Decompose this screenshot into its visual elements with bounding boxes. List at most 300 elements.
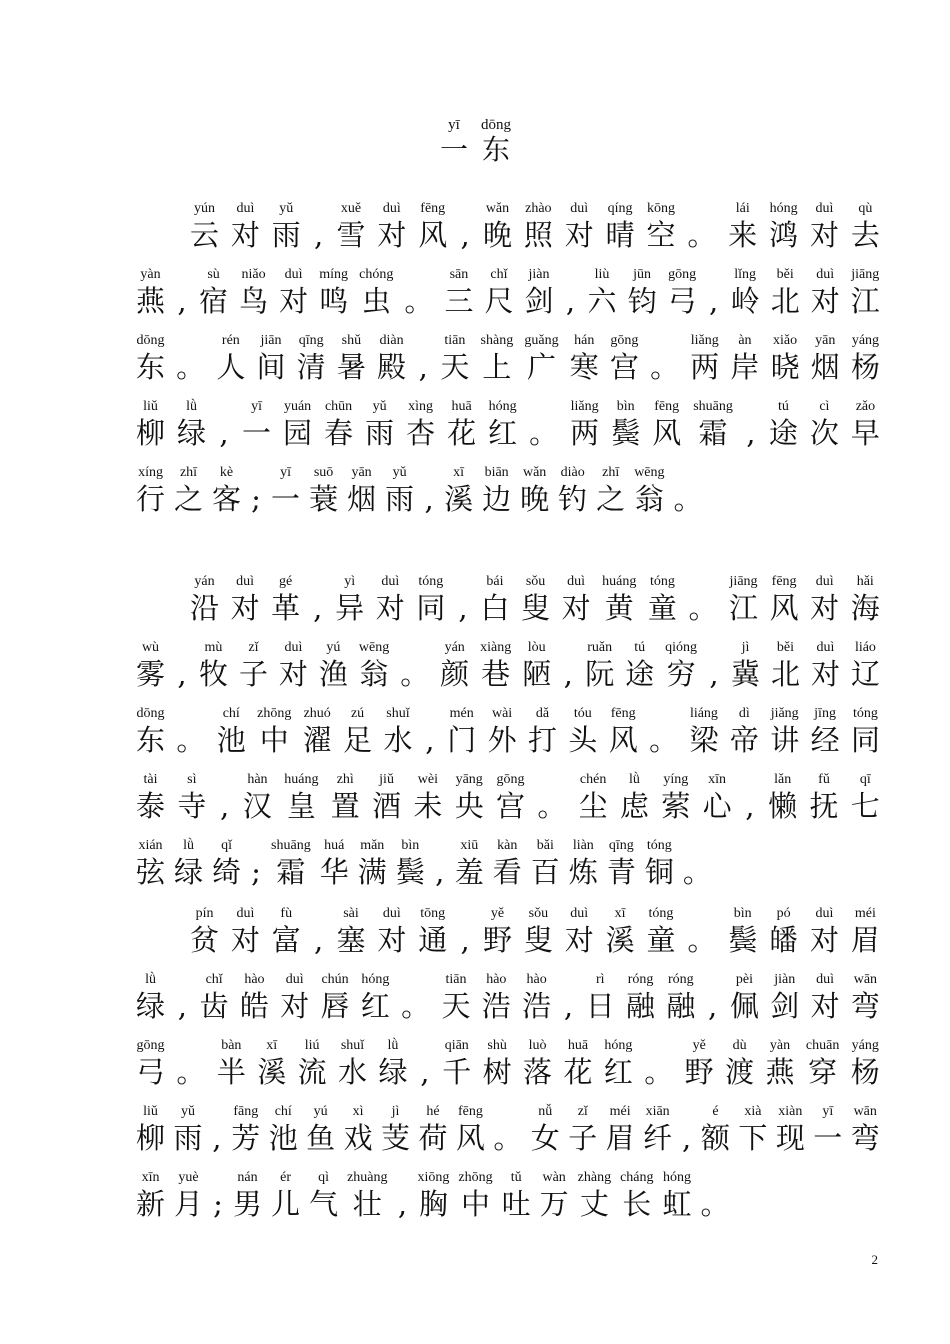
punctuation: [687, 905, 716, 957]
ruby-character: [769, 905, 798, 957]
punctuation: [537, 771, 566, 823]
pinyin: lǜ: [183, 838, 194, 853]
hanzi: 。: [400, 657, 430, 691]
ruby-character: [771, 266, 800, 318]
pinyin: róng: [668, 972, 694, 987]
pinyin: chí: [274, 1104, 292, 1119]
hanzi: 对: [564, 218, 594, 252]
pinyin: lǎn: [774, 772, 792, 787]
hanzi: 溪: [605, 923, 635, 957]
hanzi: 下: [738, 1121, 768, 1155]
pinyin: xì: [352, 1104, 364, 1119]
punctuation: [457, 573, 469, 625]
ruby-character: [136, 332, 165, 384]
hanzi: 月: [174, 1187, 204, 1221]
pinyin: bàn: [221, 1038, 242, 1053]
punctuation: [565, 266, 577, 318]
ruby-character: [768, 771, 797, 823]
ruby-character: [136, 705, 165, 757]
ruby-character: [851, 266, 880, 318]
ruby-character: [136, 837, 165, 889]
ruby-character: [769, 200, 798, 252]
ruby-character: [199, 639, 228, 691]
hanzi: 一: [813, 1121, 843, 1155]
pinyin: lǜ: [387, 1038, 399, 1053]
hanzi: ,: [314, 218, 324, 252]
punctuation: [404, 266, 433, 318]
hanzi: 融: [666, 989, 696, 1023]
ruby-character: [385, 464, 414, 516]
ruby-character: [406, 398, 435, 450]
hanzi: 六: [587, 284, 617, 318]
hanzi: 芰: [381, 1121, 411, 1155]
pinyin: dōng: [136, 333, 165, 348]
ruby-character: [190, 905, 219, 957]
hanzi: 心: [702, 789, 732, 823]
punctuation: [313, 905, 325, 957]
pinyin: hóng: [488, 399, 517, 414]
pinyin: fēng: [457, 1104, 483, 1119]
pinyin: xīn: [141, 1170, 160, 1185]
hanzi: 黄: [604, 591, 634, 625]
pinyin: shǔ: [341, 333, 362, 348]
ruby-character: [813, 1103, 842, 1155]
pinyin: zú: [350, 706, 365, 721]
hanzi: 对: [561, 591, 591, 625]
pinyin: hào: [486, 972, 507, 987]
pinyin: chūn: [324, 399, 353, 414]
pinyin: tóng: [646, 838, 672, 853]
pinyin: pó: [776, 906, 791, 921]
ruby-character: [851, 905, 880, 957]
hanzi: ,: [681, 1121, 692, 1155]
punctuation: [218, 398, 230, 450]
punctuation: [707, 971, 719, 1023]
ruby-character: [337, 332, 366, 384]
ruby-character: [579, 771, 608, 823]
hanzi: 两: [570, 416, 600, 450]
pinyin: xiōng: [417, 1170, 450, 1185]
ruby-character: [358, 837, 387, 889]
ruby-character: [481, 332, 514, 384]
ruby-character: [703, 771, 732, 823]
ruby-character: [483, 905, 512, 957]
ruby-character: [811, 705, 840, 757]
hanzi: 寒: [569, 350, 599, 384]
hanzi: 虫: [361, 284, 391, 318]
poem-line: [136, 464, 880, 516]
hanzi: 皓: [239, 989, 269, 1023]
hanzi: 中: [461, 1187, 491, 1221]
punctuation: [649, 705, 678, 757]
ruby-character: [174, 1169, 203, 1221]
hanzi: ,: [397, 1187, 408, 1221]
hanzi: 。: [401, 989, 431, 1023]
ruby-character: [361, 971, 390, 1023]
pinyin: àn: [738, 333, 752, 348]
pinyin: duì: [236, 574, 255, 589]
ruby-character: [523, 1037, 552, 1089]
pinyin: hóng: [663, 1170, 692, 1185]
ruby-character: [531, 837, 560, 889]
pinyin: wān: [853, 972, 878, 987]
ruby-character: [396, 837, 425, 889]
pinyin: jì: [391, 1104, 400, 1119]
hanzi: 晚: [520, 482, 550, 516]
ruby-character: [776, 1103, 805, 1155]
pinyin: shuāng: [693, 399, 733, 414]
pinyin: kè: [219, 465, 234, 480]
pinyin: wù: [141, 640, 160, 655]
hanzi: 弯: [850, 1121, 880, 1155]
hanzi: 羞: [454, 855, 484, 889]
ruby-character: [381, 1103, 410, 1155]
hanzi: 鸿: [769, 218, 799, 252]
hanzi: ,: [420, 1055, 430, 1089]
pinyin: rì: [595, 972, 605, 987]
ruby-character: [482, 464, 511, 516]
pinyin: diào: [560, 465, 585, 480]
hanzi: 鸟: [239, 284, 269, 318]
hanzi: 园: [283, 416, 313, 450]
hanzi: ,: [563, 989, 574, 1023]
pinyin: hóng: [769, 201, 798, 216]
pinyin: duì: [236, 906, 255, 921]
hanzi: 江: [850, 284, 880, 318]
ruby-character: [606, 1103, 635, 1155]
hanzi: 钓: [558, 482, 588, 516]
pinyin: gōng: [136, 1038, 165, 1053]
pinyin: tóng: [649, 574, 675, 589]
ruby-character: [565, 905, 594, 957]
poem-line: [136, 398, 880, 450]
hanzi: 异: [335, 591, 365, 625]
ruby-character: [174, 837, 203, 889]
hanzi: 荷: [418, 1121, 448, 1155]
hanzi: 帝: [729, 723, 759, 757]
ruby-character: [524, 332, 558, 384]
ruby-character: [685, 1037, 714, 1089]
poem-line: [136, 1169, 880, 1221]
hanzi: 沿: [190, 591, 220, 625]
pinyin: xiān: [645, 1104, 670, 1119]
hanzi: 炼: [568, 855, 598, 889]
ruby-character: [269, 1103, 298, 1155]
ruby-character: [609, 705, 638, 757]
ruby-character: [585, 639, 614, 691]
pinyin: běi: [776, 640, 795, 655]
hanzi: 百: [530, 855, 560, 889]
pinyin: tiān: [444, 333, 466, 348]
page-title: [0, 116, 950, 166]
ruby-character: [377, 200, 406, 252]
hanzi: 女: [530, 1121, 560, 1155]
punctuation: [176, 332, 205, 384]
ruby-character: [306, 1103, 335, 1155]
hanzi: ,: [460, 218, 470, 252]
pinyin: xīn: [708, 772, 727, 787]
ruby-character: [634, 464, 664, 516]
hanzi: 。: [682, 855, 712, 889]
ruby-character: [136, 398, 165, 450]
hanzi: 齿: [199, 989, 229, 1023]
hanzi: 风: [769, 591, 799, 625]
ruby-character: [524, 200, 553, 252]
hanzi: 东: [136, 350, 166, 384]
pinyin: méi: [609, 1104, 631, 1119]
hanzi: 青: [606, 855, 636, 889]
hanzi: 男: [233, 1187, 263, 1221]
ruby-character: [520, 464, 549, 516]
hanzi: 巷: [481, 657, 511, 691]
pinyin: liǎng: [690, 333, 719, 348]
ruby-character: [319, 639, 348, 691]
ruby-character: [280, 971, 309, 1023]
ruby-character: [240, 971, 269, 1023]
title-hanzi: 一: [439, 133, 468, 166]
pinyin: lái: [735, 201, 750, 216]
ruby-character: [359, 266, 393, 318]
ruby-character: [730, 705, 759, 757]
poem-line: [136, 639, 880, 691]
ruby-character: [738, 1103, 767, 1155]
pinyin: zhuàng: [347, 1170, 388, 1185]
ruby-character: [413, 771, 442, 823]
ruby-character: [272, 905, 301, 957]
title-pinyin: yī: [448, 117, 460, 133]
hanzi: 汉: [242, 789, 272, 823]
pinyin: zhī: [602, 465, 620, 480]
pinyin: míng: [319, 267, 349, 282]
pinyin: wài: [491, 706, 513, 721]
ruby-character: [626, 971, 655, 1023]
hanzi: 对: [377, 923, 407, 957]
ruby-character: [377, 332, 406, 384]
pinyin: hào: [526, 972, 547, 987]
punctuation: [176, 971, 188, 1023]
pinyin: sǒu: [528, 906, 549, 921]
hanzi: 霜: [698, 416, 728, 450]
hanzi: 现: [775, 1121, 805, 1155]
pinyin: sǒu: [525, 574, 546, 589]
punctuation: [423, 464, 435, 516]
ruby-character: [231, 905, 260, 957]
ruby-character: [730, 332, 759, 384]
hanzi: 。: [688, 591, 718, 625]
hanzi: 同: [416, 591, 446, 625]
pinyin: wèi: [417, 772, 438, 787]
ruby-character: [586, 971, 615, 1023]
punctuation: [176, 639, 188, 691]
pinyin: liù: [594, 267, 610, 282]
ruby-character: [239, 639, 268, 691]
hanzi: 岭: [730, 284, 760, 318]
hanzi: 叟: [523, 923, 553, 957]
hanzi: 霜: [276, 855, 306, 889]
hanzi: 之: [174, 482, 204, 516]
ruby-character: [359, 639, 389, 691]
ruby-character: [319, 266, 348, 318]
pinyin: zǐ: [577, 1104, 588, 1119]
pinyin: liǔ: [143, 1104, 158, 1119]
pinyin: zhōng: [257, 706, 292, 721]
hanzi: 两: [690, 350, 720, 384]
ruby-character: [540, 1169, 569, 1221]
hanzi: 泰: [136, 789, 166, 823]
hanzi: 溪: [444, 482, 474, 516]
punctuation: [744, 771, 756, 823]
ruby-character: [620, 771, 649, 823]
punctuation: [687, 200, 716, 252]
ruby-character: [383, 705, 412, 757]
hanzi: 对: [810, 989, 840, 1023]
pinyin: zǎo: [855, 399, 876, 414]
ruby-character: [502, 1169, 531, 1221]
hanzi: ,: [424, 482, 434, 516]
hanzi: 寺: [177, 789, 207, 823]
hanzi: 萦: [661, 789, 691, 823]
ruby-character: [728, 200, 757, 252]
pinyin: yàn: [769, 1038, 791, 1053]
ruby-character: [376, 573, 405, 625]
pinyin: guǎng: [524, 333, 559, 348]
hanzi: 雪: [336, 218, 366, 252]
pinyin: chǐ: [205, 972, 223, 987]
ruby-character: [606, 200, 635, 252]
ruby-character: [770, 573, 799, 625]
ruby-character: [344, 1103, 373, 1155]
pinyin: duì: [815, 906, 834, 921]
hanzi: 气: [309, 1187, 339, 1221]
pinyin: ér: [280, 1170, 291, 1185]
ruby-character: [418, 905, 447, 957]
pinyin: yíng: [663, 772, 689, 787]
hanzi: 唇: [320, 989, 350, 1023]
ruby-character: [496, 771, 525, 823]
punctuation: [459, 200, 471, 252]
hanzi: 纤: [643, 1121, 673, 1155]
hanzi: ,: [314, 923, 324, 957]
pinyin: yú: [313, 1104, 328, 1119]
hanzi: 对: [375, 591, 405, 625]
ruby-character: [568, 1103, 597, 1155]
pinyin: jīng: [814, 706, 836, 721]
ruby-character: [136, 1037, 165, 1089]
hanzi: 虹: [662, 1187, 692, 1221]
pinyin: yì: [344, 574, 356, 589]
ruby-character: [493, 837, 522, 889]
ruby-character: [309, 464, 338, 516]
ruby-character: [455, 837, 484, 889]
punctuation: [644, 1037, 673, 1089]
ruby-character: [231, 1103, 260, 1155]
ruby-character: [811, 266, 840, 318]
pinyin: lǜ: [145, 972, 156, 987]
hanzi: 。: [649, 723, 679, 757]
pinyin: xíng: [138, 465, 163, 480]
pinyin: duì: [570, 906, 589, 921]
hanzi: 额: [700, 1121, 730, 1155]
punctuation: [434, 837, 446, 889]
pinyin: qīng: [298, 333, 324, 348]
ruby-character: [335, 573, 364, 625]
hanzi: 鸣: [319, 284, 349, 318]
pinyin: chí: [222, 706, 240, 721]
hanzi: 。: [537, 789, 567, 823]
pinyin: tóng: [418, 574, 444, 589]
ruby-character: [646, 905, 675, 957]
hanzi: 一: [271, 482, 301, 516]
pinyin: xuě: [340, 201, 362, 216]
ruby-character: [531, 1103, 560, 1155]
pinyin: shuǐ: [386, 706, 410, 721]
pinyin: chuān: [805, 1038, 840, 1053]
pinyin: fāng: [233, 1104, 259, 1119]
ruby-character: [136, 639, 165, 691]
pinyin: zhī: [179, 465, 198, 480]
hanzi: ,: [709, 284, 719, 318]
hanzi: ;: [213, 1187, 223, 1221]
hanzi: 溪: [257, 1055, 287, 1089]
ruby-character: [378, 1037, 407, 1089]
ruby-character: [728, 905, 757, 957]
ruby-character: [284, 771, 318, 823]
ruby-character: [480, 639, 511, 691]
pinyin: yuè: [178, 1170, 199, 1185]
hanzi: 丈: [579, 1187, 609, 1221]
ruby-character: [562, 573, 591, 625]
title-character: [436, 116, 472, 166]
pinyin: bìn: [733, 906, 752, 921]
pinyin: nǚ: [538, 1104, 553, 1119]
ruby-character: [298, 1037, 327, 1089]
ruby-character: [731, 639, 760, 691]
ruby-character: [563, 1037, 592, 1089]
poem-line: [136, 837, 880, 889]
hanzi: 柳: [136, 416, 166, 450]
hanzi: 满: [357, 855, 387, 889]
pinyin: tóng: [648, 906, 674, 921]
pinyin: dì: [738, 706, 750, 721]
ruby-character: [528, 705, 557, 757]
hanzi: 野: [482, 923, 512, 957]
hanzi: 钧: [627, 284, 657, 318]
pinyin: yī: [280, 465, 291, 480]
pinyin: chǐ: [490, 267, 508, 282]
ruby-character: [279, 266, 308, 318]
ruby-character: [569, 837, 598, 889]
title-hanzi: 东: [481, 133, 510, 166]
hanzi: 对: [280, 989, 310, 1023]
pinyin: sài: [343, 906, 359, 921]
pinyin: běi: [776, 267, 794, 282]
ruby-character: [851, 1103, 880, 1155]
pinyin: jiān: [260, 333, 282, 348]
hanzi: 辽: [850, 657, 880, 691]
hanzi: 照: [523, 218, 553, 252]
hanzi: 对: [810, 591, 840, 625]
ruby-character: [177, 398, 206, 450]
punctuation: [401, 971, 430, 1023]
pinyin: wān: [853, 1104, 877, 1119]
ruby-character: [136, 464, 165, 516]
pinyin: wǎn: [485, 201, 510, 216]
pinyin: sì: [187, 772, 197, 787]
pinyin: shuǐ: [340, 1038, 365, 1053]
hanzi: 晚: [482, 218, 512, 252]
pinyin: fēng: [654, 399, 680, 414]
pinyin: wēng: [634, 465, 665, 480]
